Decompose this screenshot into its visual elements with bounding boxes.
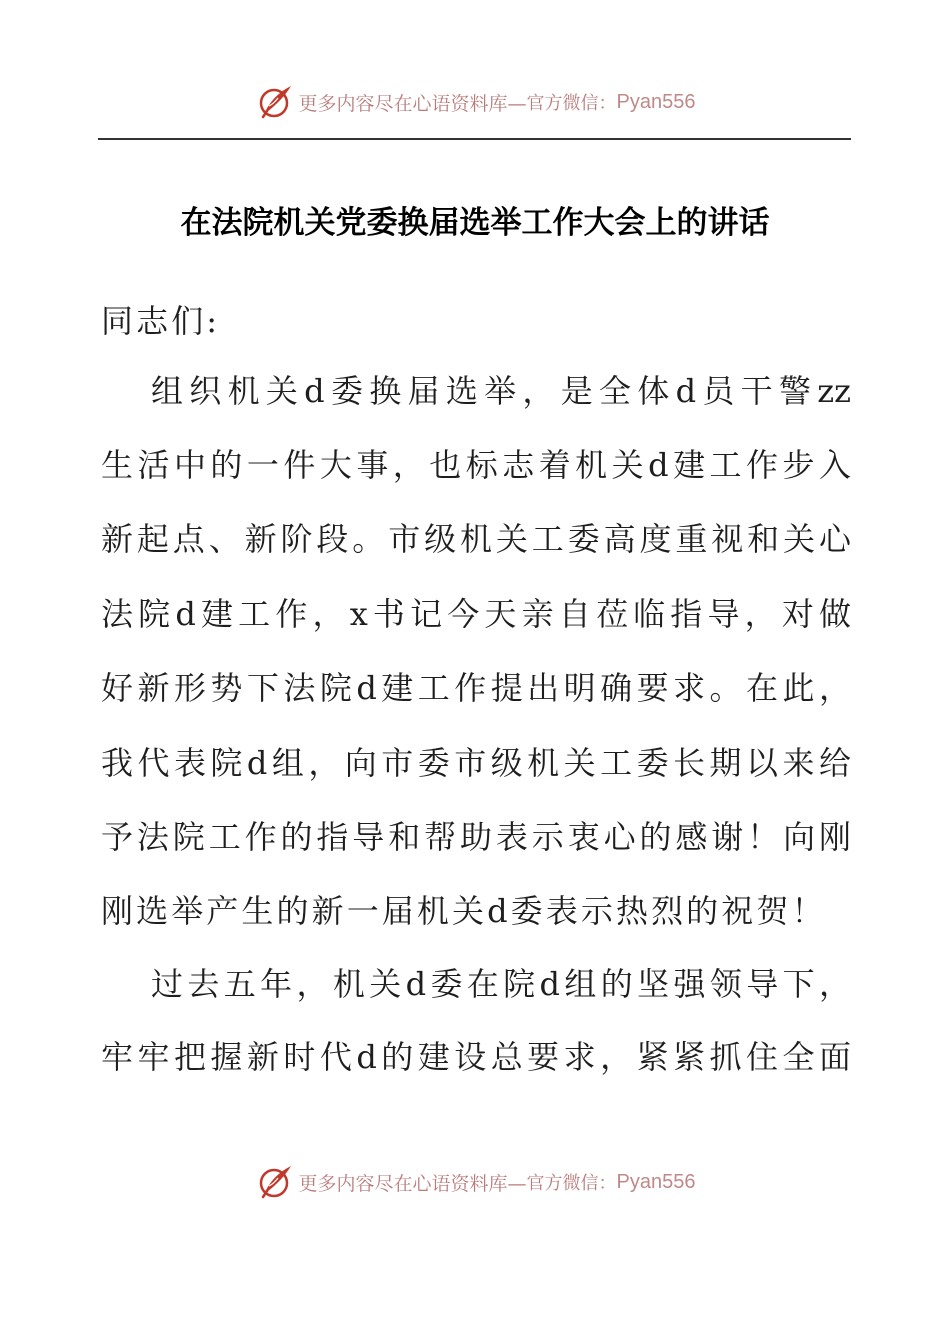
body-line-6: 我代表院d组，向市委市级机关工委长期以来给 (101, 744, 851, 782)
body-line-10: 牢牢把握新时代d的建设总要求，紧紧抓住全面 (101, 1038, 851, 1076)
footer-banner (0, 1160, 950, 1204)
header-banner (0, 80, 950, 124)
footer-banner-wechat-label: 官方微信： (526, 1173, 617, 1194)
body-line-5: 好新形势下法院d建工作提出明确要求。在此， (101, 669, 851, 707)
salutation: 同志们: (101, 302, 221, 340)
body-line-1: 组织机关d委换届选举，是全体d员干警zz (151, 372, 851, 410)
body-line-7: 予法院工作的指导和帮助表示衷心的感谢！向刚 (101, 818, 851, 856)
footer-banner-text: 更多内容尽在心语资料库— (298, 1172, 527, 1195)
quill-pen-logo-icon (255, 82, 295, 122)
footer-banner-wechat-id: Pyan556 (616, 1170, 696, 1193)
body-line-2: 生活中的一件大事，也标志着机关d建工作步入 (101, 446, 851, 484)
header-rule (98, 138, 851, 140)
banner-wechat-id: Pyan556 (616, 90, 696, 113)
quill-pen-logo-icon (255, 1162, 295, 1202)
body-line-8: 刚选举产生的新一届机关d委表示热烈的祝贺！ (101, 892, 827, 930)
body-line-4: 法院d建工作，x书记今天亲自莅临指导，对做 (101, 595, 851, 633)
banner-wechat-label: 官方微信： (526, 93, 617, 114)
body-line-3: 新起点、新阶段。市级机关工委高度重视和关心 (101, 520, 851, 558)
banner-text: 更多内容尽在心语资料库— (298, 92, 527, 115)
document-title: 在法院机关党委换届选举工作大会上的讲话 (180, 205, 770, 241)
body-line-9: 过去五年，机关d委在院d组的坚强领导下， (151, 965, 851, 1003)
